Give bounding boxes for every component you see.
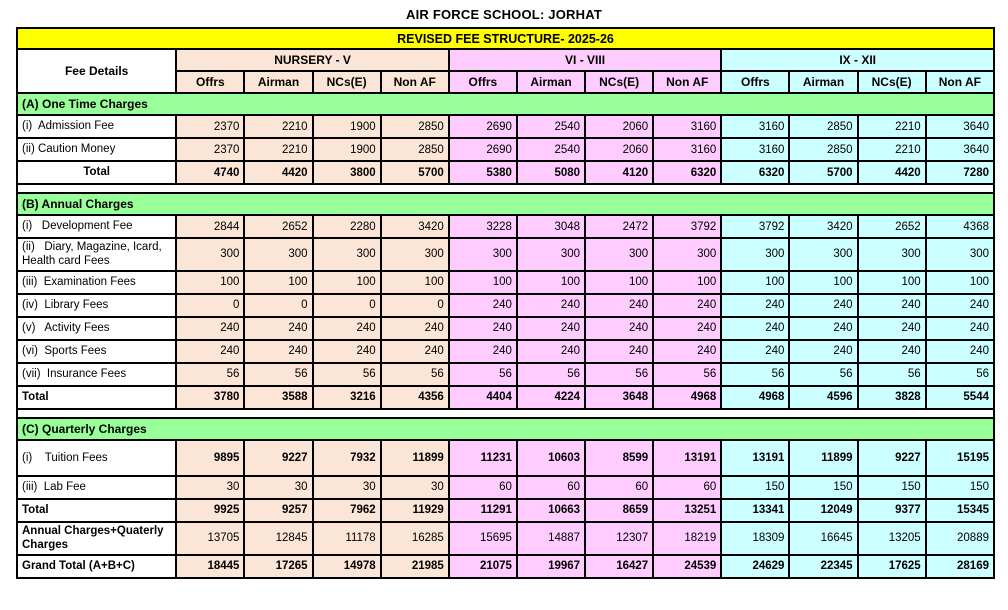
fee-value: 1900 <box>313 115 381 138</box>
fee-row <box>17 317 994 340</box>
fee-value: 150 <box>721 476 789 499</box>
fee-value: 240 <box>585 317 653 340</box>
fee-value: 19967 <box>517 555 585 578</box>
fee-value: 240 <box>653 317 721 340</box>
fee-value: 2850 <box>789 138 857 161</box>
fee-value: 2690 <box>449 138 517 161</box>
sub-header: Offrs <box>176 71 244 93</box>
page-title: AIR FORCE SCHOOL: JORHAT <box>406 7 602 22</box>
fee-value: 3216 <box>313 386 381 409</box>
fee-value: 300 <box>926 238 994 271</box>
fee-value: 240 <box>858 340 926 363</box>
fee-value: 60 <box>653 476 721 499</box>
sub-header: Non AF <box>381 71 449 93</box>
total-row <box>17 386 994 409</box>
fee-value: 21075 <box>449 555 517 578</box>
fee-value: 2210 <box>244 138 312 161</box>
fee-value: 3792 <box>721 215 789 238</box>
fee-label: Total <box>17 161 176 184</box>
fee-value: 300 <box>381 238 449 271</box>
fee-row <box>17 522 994 555</box>
fee-value: 240 <box>926 294 994 317</box>
fee-value: 11899 <box>789 440 857 476</box>
section-header-row <box>17 193 994 215</box>
fee-value: 2210 <box>244 115 312 138</box>
fee-value: 2280 <box>313 215 381 238</box>
fee-row <box>17 294 994 317</box>
fee-value: 11291 <box>449 499 517 522</box>
fee-value: 2540 <box>517 115 585 138</box>
fee-value: 240 <box>858 294 926 317</box>
fee-value: 7962 <box>313 499 381 522</box>
fee-value: 240 <box>176 317 244 340</box>
fee-value: 21985 <box>381 555 449 578</box>
fee-value: 56 <box>176 363 244 386</box>
fee-value: 2370 <box>176 115 244 138</box>
fee-row <box>17 115 994 138</box>
fee-row <box>17 138 994 161</box>
fee-value: 30 <box>244 476 312 499</box>
fee-value: 11178 <box>313 522 381 555</box>
spacer-cell <box>17 409 994 418</box>
fee-value: 5080 <box>517 161 585 184</box>
fee-value: 240 <box>789 294 857 317</box>
fee-value: 56 <box>244 363 312 386</box>
total-row <box>17 555 994 578</box>
fee-value: 2210 <box>858 138 926 161</box>
fee-value: 2652 <box>858 215 926 238</box>
fee-value: 3420 <box>381 215 449 238</box>
fee-value: 9925 <box>176 499 244 522</box>
fee-value: 13191 <box>721 440 789 476</box>
fee-value: 240 <box>721 340 789 363</box>
fee-label: (v) Activity Fees <box>17 317 176 340</box>
fee-value: 56 <box>381 363 449 386</box>
fee-row <box>17 238 994 271</box>
fee-value: 56 <box>926 363 994 386</box>
fee-value: 7932 <box>313 440 381 476</box>
fee-value: 300 <box>585 238 653 271</box>
fee-value: 300 <box>176 238 244 271</box>
sub-header: Offrs <box>449 71 517 93</box>
fee-value: 15345 <box>926 499 994 522</box>
fee-label: (iii) Lab Fee <box>17 476 176 499</box>
fee-value: 11899 <box>381 440 449 476</box>
fee-value: 3048 <box>517 215 585 238</box>
fee-value: 2850 <box>789 115 857 138</box>
fee-label: (i) Admission Fee <box>17 115 176 138</box>
fee-value: 17265 <box>244 555 312 578</box>
fee-value: 4356 <box>381 386 449 409</box>
fee-value: 240 <box>721 317 789 340</box>
fee-value: 56 <box>858 363 926 386</box>
section-header-row <box>17 418 994 440</box>
group-header: NURSERY - V <box>176 49 449 71</box>
fee-value: 22345 <box>789 555 857 578</box>
fee-label: Annual Charges+Quaterly Charges <box>17 522 176 555</box>
fee-value: 10603 <box>517 440 585 476</box>
sub-header: Offrs <box>721 71 789 93</box>
fee-value: 24539 <box>653 555 721 578</box>
fee-value: 2060 <box>585 138 653 161</box>
banner-row <box>17 28 994 49</box>
section-title: (A) One Time Charges <box>17 93 994 115</box>
sub-header: NCs(E) <box>313 71 381 93</box>
fee-value: 240 <box>926 317 994 340</box>
fee-value: 2472 <box>585 215 653 238</box>
fee-value: 16285 <box>381 522 449 555</box>
fee-value: 300 <box>244 238 312 271</box>
fee-value: 150 <box>789 476 857 499</box>
fee-label: (ii) Caution Money <box>17 138 176 161</box>
fee-value: 0 <box>381 294 449 317</box>
total-row <box>17 499 994 522</box>
fee-row <box>17 363 994 386</box>
fee-value: 16645 <box>789 522 857 555</box>
fee-value: 18219 <box>653 522 721 555</box>
fee-value: 24629 <box>721 555 789 578</box>
fee-value: 4420 <box>244 161 312 184</box>
fee-label: (iii) Examination Fees <box>17 271 176 294</box>
fee-value: 13191 <box>653 440 721 476</box>
fee-value: 4596 <box>789 386 857 409</box>
fee-value: 100 <box>313 271 381 294</box>
fee-value: 56 <box>653 363 721 386</box>
fee-value: 100 <box>653 271 721 294</box>
fee-value: 100 <box>517 271 585 294</box>
fee-value: 5700 <box>381 161 449 184</box>
fee-value: 3828 <box>858 386 926 409</box>
fee-value: 2652 <box>244 215 312 238</box>
fee-value: 150 <box>858 476 926 499</box>
fee-value: 9377 <box>858 499 926 522</box>
fee-value: 300 <box>858 238 926 271</box>
fee-value: 15695 <box>449 522 517 555</box>
fee-value: 100 <box>858 271 926 294</box>
fee-value: 3588 <box>244 386 312 409</box>
fee-value: 300 <box>517 238 585 271</box>
fee-value: 2060 <box>585 115 653 138</box>
fee-value: 18309 <box>721 522 789 555</box>
fee-value: 3160 <box>721 138 789 161</box>
fee-value: 28169 <box>926 555 994 578</box>
fee-value: 100 <box>176 271 244 294</box>
section-title: (C) Quarterly Charges <box>17 418 994 440</box>
fee-value: 13341 <box>721 499 789 522</box>
fee-value: 9227 <box>244 440 312 476</box>
fee-value: 100 <box>721 271 789 294</box>
fee-value: 2370 <box>176 138 244 161</box>
spacer-row <box>17 184 994 193</box>
fee-value: 240 <box>176 340 244 363</box>
fee-label: (ii) Diary, Magazine, Icard, Health card Fees <box>17 238 176 271</box>
spacer-row <box>17 409 994 418</box>
fee-value: 6320 <box>653 161 721 184</box>
fee-row <box>17 440 994 476</box>
fee-value: 240 <box>449 317 517 340</box>
fee-label: (iv) Library Fees <box>17 294 176 317</box>
fee-value: 56 <box>721 363 789 386</box>
fee-value: 100 <box>244 271 312 294</box>
fee-value: 5544 <box>926 386 994 409</box>
fee-label: (vi) Sports Fees <box>17 340 176 363</box>
fee-value: 4404 <box>449 386 517 409</box>
sub-header: Airman <box>244 71 312 93</box>
fee-value: 1900 <box>313 138 381 161</box>
fee-value: 240 <box>313 317 381 340</box>
fee-value: 5380 <box>449 161 517 184</box>
fee-value: 8599 <box>585 440 653 476</box>
fee-value: 0 <box>244 294 312 317</box>
fee-value: 240 <box>585 340 653 363</box>
fee-value: 56 <box>313 363 381 386</box>
fee-value: 240 <box>517 340 585 363</box>
fee-value: 300 <box>789 238 857 271</box>
fee-value: 2210 <box>858 115 926 138</box>
fee-value: 56 <box>789 363 857 386</box>
fee-value: 3420 <box>789 215 857 238</box>
fee-value: 18445 <box>176 555 244 578</box>
fee-value: 6320 <box>721 161 789 184</box>
fee-value: 4224 <box>517 386 585 409</box>
fee-value: 240 <box>449 294 517 317</box>
fee-row <box>17 476 994 499</box>
fee-details-header: Fee Details <box>17 49 176 93</box>
fee-value: 150 <box>926 476 994 499</box>
fee-value: 240 <box>653 294 721 317</box>
fee-value: 3160 <box>653 115 721 138</box>
fee-value: 4368 <box>926 215 994 238</box>
fee-value: 2850 <box>381 115 449 138</box>
fee-value: 9257 <box>244 499 312 522</box>
fee-value: 12049 <box>789 499 857 522</box>
fee-value: 100 <box>585 271 653 294</box>
fee-row <box>17 340 994 363</box>
fee-value: 4968 <box>721 386 789 409</box>
fee-value: 60 <box>585 476 653 499</box>
fee-value: 9895 <box>176 440 244 476</box>
sub-header: Airman <box>789 71 857 93</box>
sub-header: Non AF <box>926 71 994 93</box>
fee-value: 56 <box>585 363 653 386</box>
fee-value: 100 <box>449 271 517 294</box>
fee-value: 7280 <box>926 161 994 184</box>
section-title: (B) Annual Charges <box>17 193 994 215</box>
fee-value: 11231 <box>449 440 517 476</box>
fee-value: 14978 <box>313 555 381 578</box>
group-header: VI - VIII <box>449 49 722 71</box>
fee-value: 4740 <box>176 161 244 184</box>
fee-value: 240 <box>858 317 926 340</box>
fee-label: (i) Tuition Fees <box>17 440 176 476</box>
fee-value: 12307 <box>585 522 653 555</box>
fee-value: 240 <box>517 294 585 317</box>
fee-value: 13205 <box>858 522 926 555</box>
fee-value: 300 <box>313 238 381 271</box>
section-header-row <box>17 93 994 115</box>
fee-value: 16427 <box>585 555 653 578</box>
fee-value: 60 <box>449 476 517 499</box>
fee-value: 10663 <box>517 499 585 522</box>
fee-value: 14887 <box>517 522 585 555</box>
fee-value: 5700 <box>789 161 857 184</box>
fee-value: 3800 <box>313 161 381 184</box>
fee-value: 30 <box>381 476 449 499</box>
fee-value: 3228 <box>449 215 517 238</box>
fee-value: 3648 <box>585 386 653 409</box>
fee-value: 13251 <box>653 499 721 522</box>
sub-header: NCs(E) <box>585 71 653 93</box>
fee-label: Total <box>17 499 176 522</box>
fee-value: 240 <box>381 340 449 363</box>
fee-value: 100 <box>926 271 994 294</box>
fee-value: 3640 <box>926 138 994 161</box>
fee-value: 9227 <box>858 440 926 476</box>
fee-value: 100 <box>789 271 857 294</box>
fee-label: Total <box>17 386 176 409</box>
fee-value: 56 <box>449 363 517 386</box>
fee-value: 2540 <box>517 138 585 161</box>
fee-value: 300 <box>721 238 789 271</box>
total-row <box>17 161 994 184</box>
fee-value: 240 <box>653 340 721 363</box>
group-header: IX - XII <box>721 49 994 71</box>
fee-value: 12845 <box>244 522 312 555</box>
group-header-row <box>17 49 994 71</box>
banner-title: REVISED FEE STRUCTURE- 2025-26 <box>17 28 994 49</box>
fee-value: 240 <box>721 294 789 317</box>
fee-value: 240 <box>313 340 381 363</box>
fee-value: 300 <box>449 238 517 271</box>
fee-value: 100 <box>381 271 449 294</box>
fee-value: 240 <box>926 340 994 363</box>
fee-value: 240 <box>244 340 312 363</box>
fee-value: 60 <box>517 476 585 499</box>
fee-value: 2690 <box>449 115 517 138</box>
fee-value: 30 <box>176 476 244 499</box>
fee-value: 4420 <box>858 161 926 184</box>
sub-header: Airman <box>517 71 585 93</box>
fee-value: 0 <box>176 294 244 317</box>
fee-value: 8659 <box>585 499 653 522</box>
fee-value: 3160 <box>721 115 789 138</box>
fee-value: 20889 <box>926 522 994 555</box>
sub-header: NCs(E) <box>858 71 926 93</box>
sub-header: Non AF <box>653 71 721 93</box>
fee-value: 3780 <box>176 386 244 409</box>
fee-label: (vii) Insurance Fees <box>17 363 176 386</box>
fee-row <box>17 215 994 238</box>
fee-value: 4120 <box>585 161 653 184</box>
fee-value: 4968 <box>653 386 721 409</box>
fee-label: Grand Total (A+B+C) <box>17 555 176 578</box>
fee-value: 0 <box>313 294 381 317</box>
fee-value: 240 <box>517 317 585 340</box>
fee-value: 300 <box>653 238 721 271</box>
fee-value: 56 <box>517 363 585 386</box>
fee-label: (i) Development Fee <box>17 215 176 238</box>
fee-value: 240 <box>585 294 653 317</box>
fee-structure-table <box>16 27 995 579</box>
fee-value: 240 <box>244 317 312 340</box>
fee-value: 240 <box>789 317 857 340</box>
fee-value: 13705 <box>176 522 244 555</box>
fee-row <box>17 271 994 294</box>
fee-value: 17625 <box>858 555 926 578</box>
fee-value: 3792 <box>653 215 721 238</box>
fee-value: 30 <box>313 476 381 499</box>
fee-value: 240 <box>381 317 449 340</box>
fee-value: 2844 <box>176 215 244 238</box>
fee-value: 240 <box>789 340 857 363</box>
spacer-cell <box>17 184 994 193</box>
fee-value: 3160 <box>653 138 721 161</box>
fee-value: 240 <box>449 340 517 363</box>
fee-value: 15195 <box>926 440 994 476</box>
fee-value: 2850 <box>381 138 449 161</box>
fee-value: 11929 <box>381 499 449 522</box>
fee-value: 3640 <box>926 115 994 138</box>
